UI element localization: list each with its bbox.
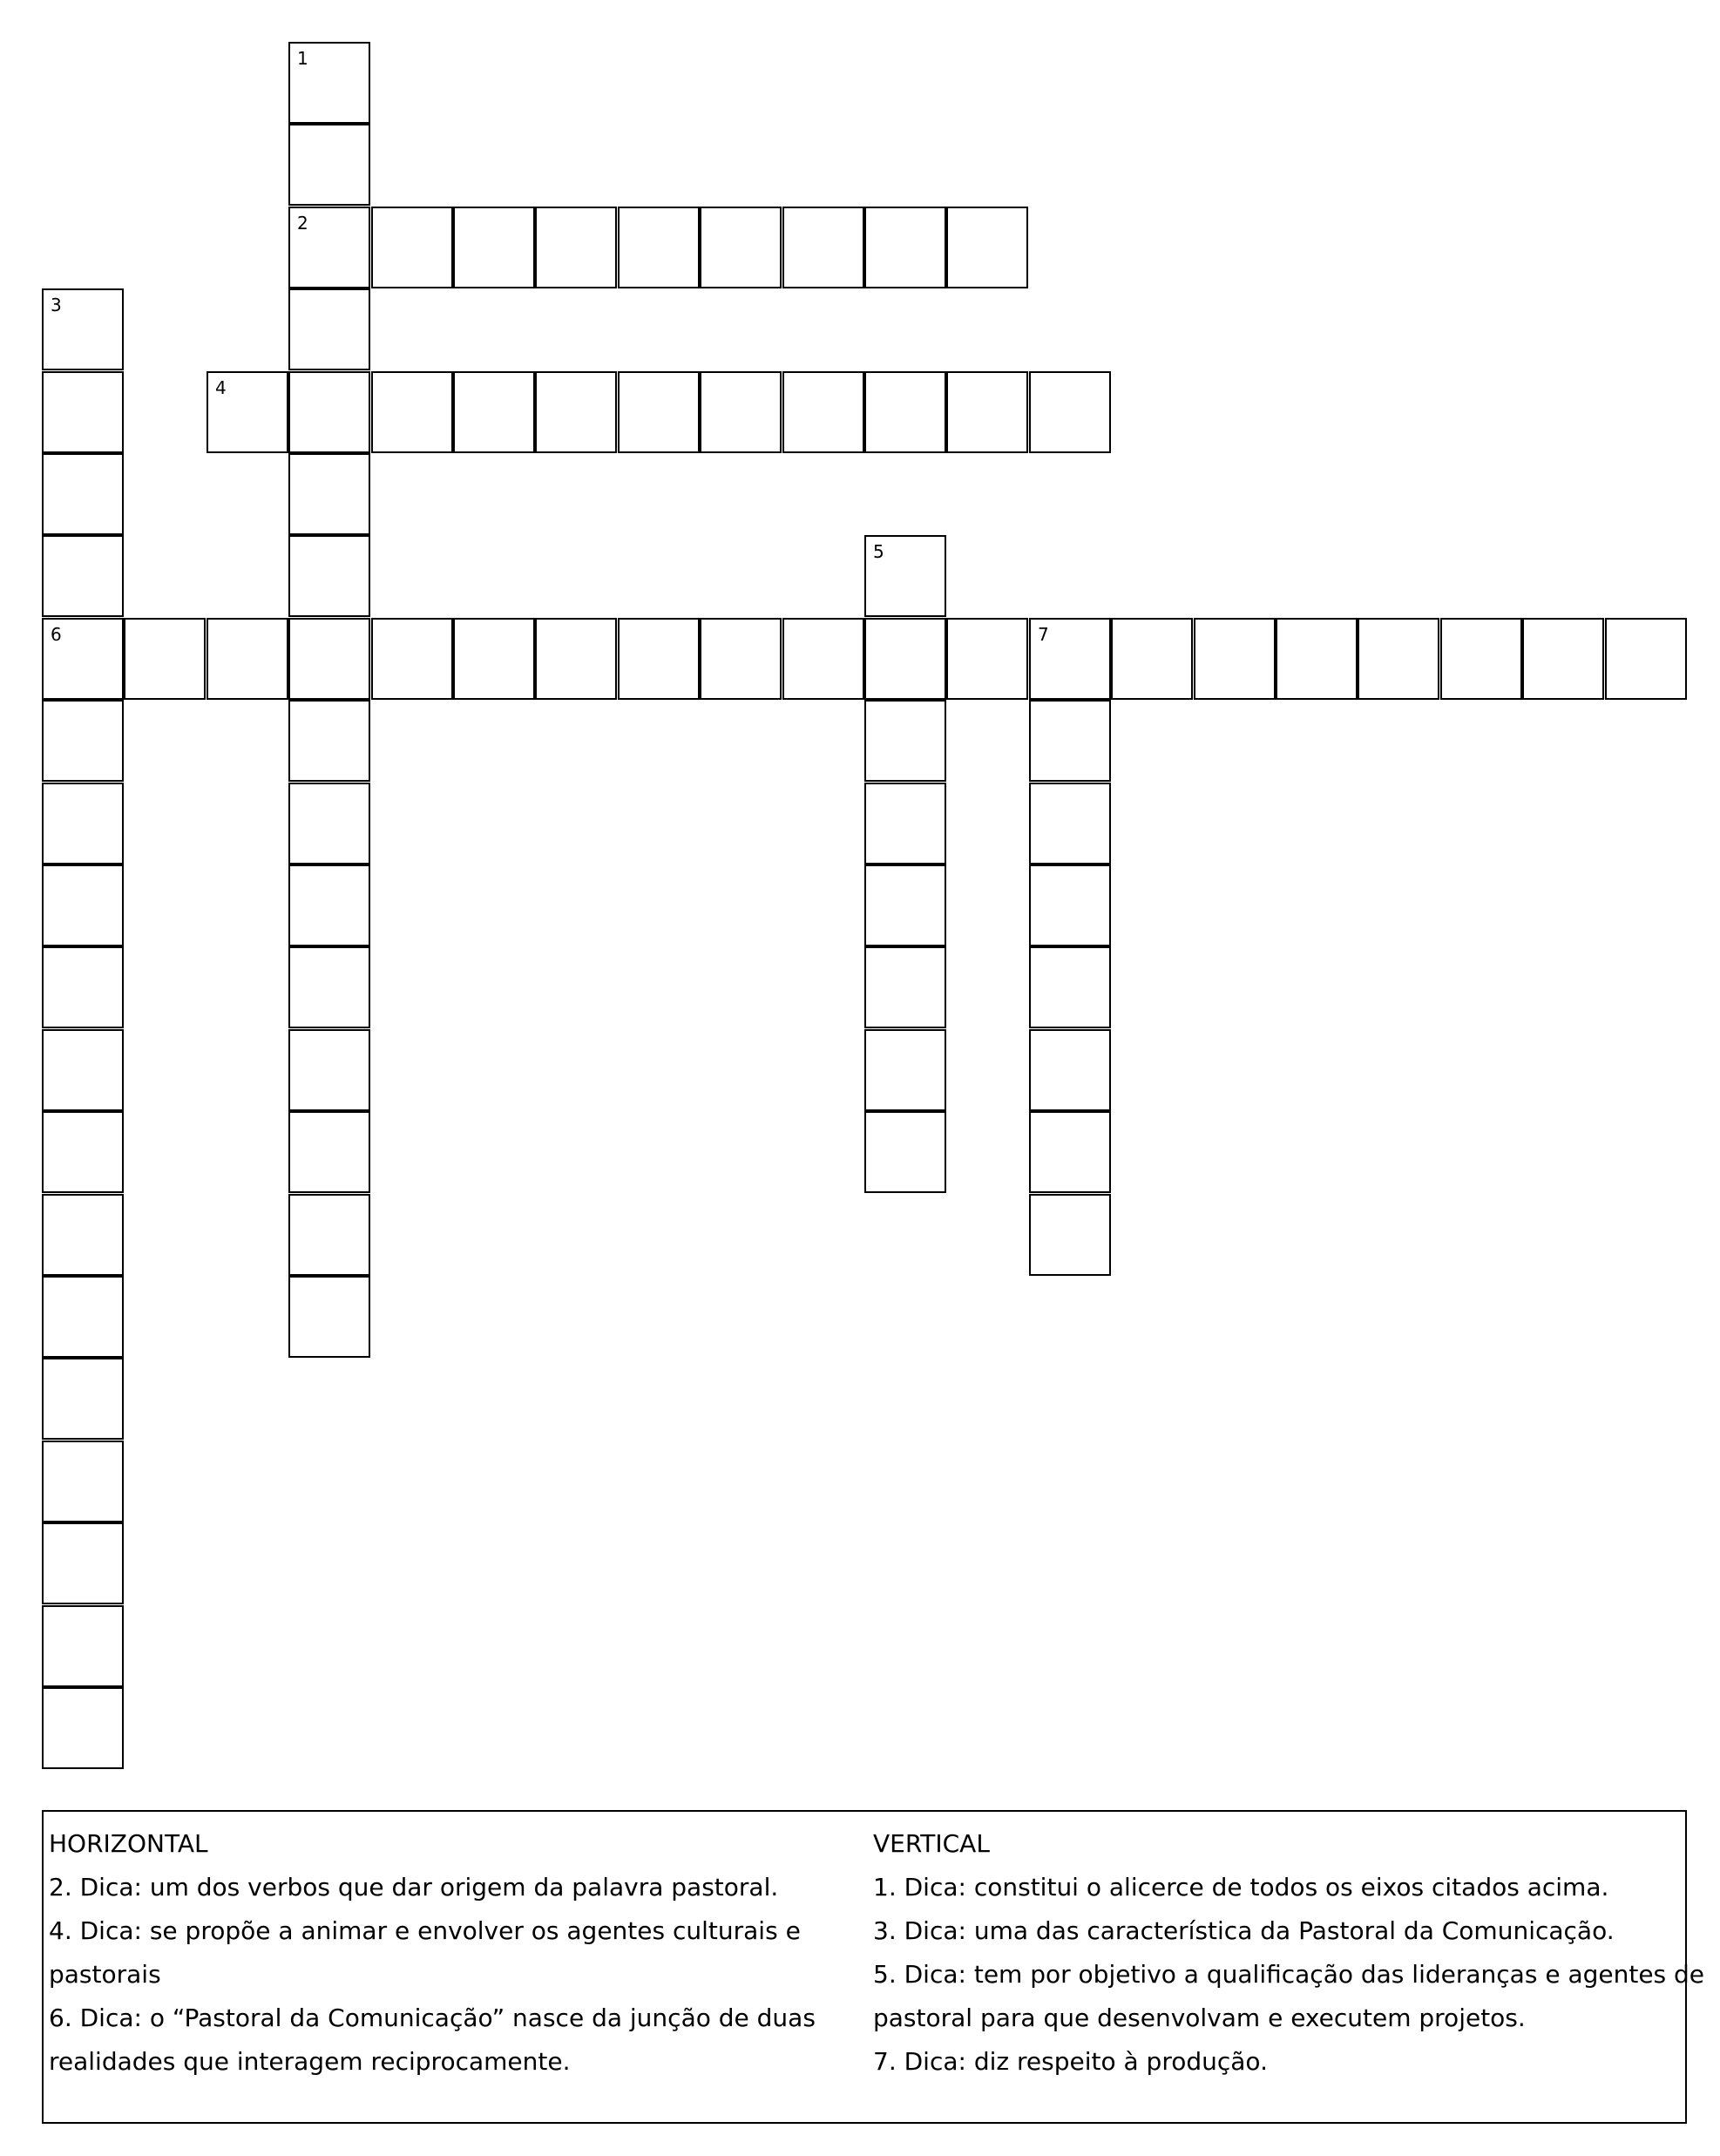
vertical-clue-line: pastoral para que desenvolvam e executem projetos. bbox=[873, 2003, 1526, 2032]
crossword-cell[interactable] bbox=[207, 371, 288, 453]
crossword-cell[interactable] bbox=[700, 207, 782, 288]
crossword-cell[interactable] bbox=[288, 1276, 370, 1358]
crossword-cell[interactable] bbox=[1029, 783, 1111, 864]
crossword-cell[interactable] bbox=[864, 371, 946, 453]
clue-number: 3 bbox=[51, 295, 62, 315]
crossword-cell[interactable] bbox=[453, 618, 535, 700]
crossword-cell[interactable] bbox=[371, 371, 453, 453]
crossword-cell[interactable] bbox=[1276, 618, 1358, 700]
crossword-cell[interactable] bbox=[535, 618, 617, 700]
crossword-cell[interactable] bbox=[618, 207, 700, 288]
crossword-cell[interactable] bbox=[42, 1111, 124, 1193]
crossword-cell[interactable] bbox=[42, 700, 124, 782]
crossword-cell[interactable] bbox=[1029, 864, 1111, 946]
crossword-cell[interactable] bbox=[864, 535, 946, 617]
vertical-clue-line: 5. Dica: tem por objetivo a qualificação das lideranças e agentes de bbox=[873, 1960, 1705, 1989]
crossword-cell[interactable] bbox=[1029, 1194, 1111, 1276]
crossword-cell[interactable] bbox=[42, 1522, 124, 1604]
clue-number: 4 bbox=[215, 377, 227, 398]
crossword-cell[interactable] bbox=[42, 535, 124, 617]
crossword-cell[interactable] bbox=[618, 618, 700, 700]
crossword-cell[interactable] bbox=[288, 1194, 370, 1276]
crossword-cell[interactable] bbox=[864, 946, 946, 1028]
crossword-cell[interactable] bbox=[535, 207, 617, 288]
horizontal-clue-line: 6. Dica: o “Pastoral da Comunicação” nasce da junção de duas bbox=[49, 2003, 816, 2032]
crossword-cell[interactable] bbox=[864, 1029, 946, 1111]
crossword-cell[interactable] bbox=[946, 371, 1028, 453]
crossword-cell[interactable] bbox=[946, 207, 1028, 288]
crossword-cell[interactable] bbox=[782, 207, 864, 288]
crossword-cell[interactable] bbox=[864, 618, 946, 700]
crossword-cell[interactable] bbox=[1029, 700, 1111, 782]
crossword-cell[interactable] bbox=[453, 371, 535, 453]
crossword-cell[interactable] bbox=[42, 1194, 124, 1276]
crossword-cell[interactable] bbox=[288, 453, 370, 535]
crossword-cell[interactable] bbox=[42, 1276, 124, 1358]
crossword-cell[interactable] bbox=[371, 618, 453, 700]
crossword-cell[interactable] bbox=[42, 1687, 124, 1769]
crossword-cell[interactable] bbox=[1605, 618, 1687, 700]
crossword-cell[interactable] bbox=[288, 946, 370, 1028]
crossword-cell[interactable] bbox=[782, 618, 864, 700]
horizontal-clue-line: 2. Dica: um dos verbos que dar origem da palavra pastoral. bbox=[49, 1873, 779, 1902]
crossword-cell[interactable] bbox=[124, 618, 206, 700]
crossword-cell[interactable] bbox=[864, 783, 946, 864]
crossword-cell[interactable] bbox=[288, 207, 370, 288]
crossword-cell[interactable] bbox=[1522, 618, 1604, 700]
crossword-cell[interactable] bbox=[288, 1111, 370, 1193]
crossword-cell[interactable] bbox=[42, 1029, 124, 1111]
crossword-cell[interactable] bbox=[288, 700, 370, 782]
crossword-cell[interactable] bbox=[1111, 618, 1193, 700]
vertical-clue-line: 3. Dica: uma das característica da Pastoral da Comunicação. bbox=[873, 1916, 1615, 1945]
crossword-cell[interactable] bbox=[1029, 946, 1111, 1028]
crossword-cell[interactable] bbox=[42, 288, 124, 370]
crossword-cell[interactable] bbox=[42, 783, 124, 864]
crossword-cell[interactable] bbox=[371, 207, 453, 288]
vertical-clue-line: 7. Dica: diz respeito à produção. bbox=[873, 2047, 1268, 2076]
crossword-cell[interactable] bbox=[700, 371, 782, 453]
horizontal-clue-line: 4. Dica: se propõe a animar e envolver os agentes culturais e bbox=[49, 1916, 801, 1945]
vertical-title: VERTICAL bbox=[873, 1829, 990, 1858]
crossword-cell[interactable] bbox=[288, 783, 370, 864]
crossword-cell[interactable] bbox=[42, 618, 124, 700]
crossword-cell[interactable] bbox=[288, 864, 370, 946]
clue-number: 6 bbox=[51, 624, 62, 645]
crossword-cell[interactable] bbox=[288, 124, 370, 206]
clue-number: 1 bbox=[297, 48, 308, 69]
crossword-cell[interactable] bbox=[42, 1441, 124, 1522]
crossword-cell[interactable] bbox=[618, 371, 700, 453]
crossword-cell[interactable] bbox=[864, 700, 946, 782]
crossword-cell[interactable] bbox=[453, 207, 535, 288]
crossword-cell[interactable] bbox=[946, 618, 1028, 700]
crossword-cell[interactable] bbox=[42, 1605, 124, 1687]
horizontal-clues bbox=[49, 1822, 833, 2084]
crossword-cell[interactable] bbox=[288, 535, 370, 617]
crossword-cell[interactable] bbox=[288, 1029, 370, 1111]
crossword-cell[interactable] bbox=[1029, 1111, 1111, 1193]
vertical-clue-line: 1. Dica: constitui o alicerce de todos os eixos citados acima. bbox=[873, 1873, 1609, 1902]
crossword-cell[interactable] bbox=[288, 371, 370, 453]
crossword-cell[interactable] bbox=[288, 618, 370, 700]
crossword-cell[interactable] bbox=[207, 618, 288, 700]
horizontal-clue-line: pastorais bbox=[49, 1960, 161, 1989]
crossword-cell[interactable] bbox=[1440, 618, 1522, 700]
crossword-cell[interactable] bbox=[1194, 618, 1276, 700]
crossword-cell[interactable] bbox=[864, 864, 946, 946]
crossword-cell[interactable] bbox=[700, 618, 782, 700]
vertical-clues bbox=[873, 1822, 1705, 2084]
crossword-cell[interactable] bbox=[288, 42, 370, 124]
crossword-cell[interactable] bbox=[1029, 1029, 1111, 1111]
crossword-cell[interactable] bbox=[1029, 371, 1111, 453]
crossword-cell[interactable] bbox=[864, 207, 946, 288]
crossword-cell[interactable] bbox=[42, 864, 124, 946]
crossword-cell[interactable] bbox=[1358, 618, 1439, 700]
crossword-cell[interactable] bbox=[42, 453, 124, 535]
clue-number: 2 bbox=[297, 213, 308, 234]
crossword-cell[interactable] bbox=[1029, 618, 1111, 700]
clue-number: 7 bbox=[1038, 624, 1049, 645]
horizontal-title: HORIZONTAL bbox=[49, 1829, 208, 1858]
clues-box bbox=[42, 1810, 1705, 2124]
crossword-cell[interactable] bbox=[535, 371, 617, 453]
crossword-cell[interactable] bbox=[288, 288, 370, 370]
crossword-cell[interactable] bbox=[42, 1358, 124, 1440]
horizontal-clue-line: realidades que interagem reciprocamente. bbox=[49, 2047, 571, 2076]
crossword-cell[interactable] bbox=[782, 371, 864, 453]
crossword-cell[interactable] bbox=[42, 946, 124, 1028]
crossword-cell[interactable] bbox=[42, 371, 124, 453]
crossword-cell[interactable] bbox=[864, 1111, 946, 1193]
clue-number: 5 bbox=[873, 541, 884, 562]
